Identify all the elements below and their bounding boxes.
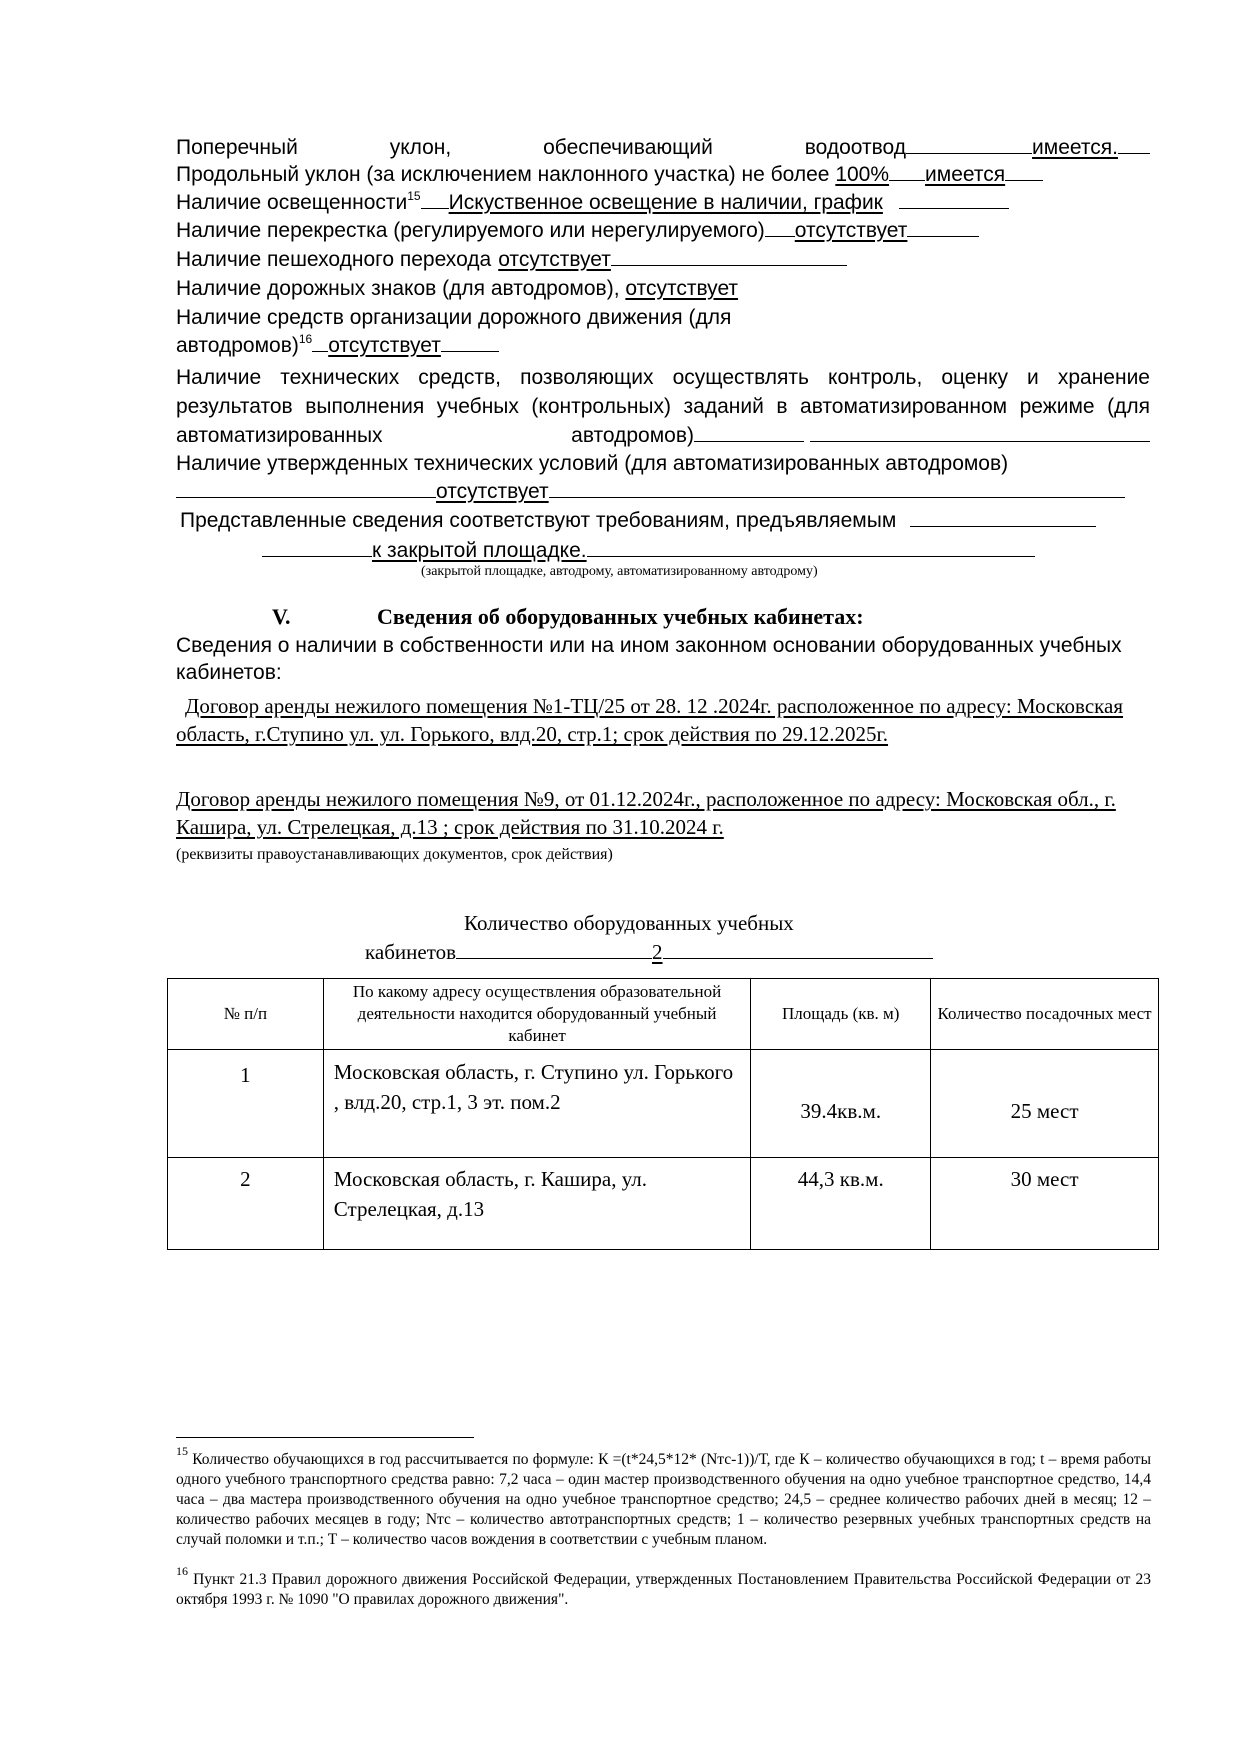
footnote-16-text: Пункт 21.3 Правил дорожного движения Российской Федерации, утвержденных Постановлением Правительства Российской Федерации от 23 октября 1993 г. № 1090 "О правилах дорожного движения". [176, 1571, 1152, 1608]
section-intro: Сведения о наличии в собственности или на ином законном основании оборудованных учебных кабинетов: [176, 634, 1122, 684]
conformity-line2 [262, 538, 1035, 564]
crosswalk-line [176, 247, 847, 273]
header-num: № п/п [168, 979, 324, 1050]
conformity-caption: (закрытой площадке, автодрому, автоматизированному автодрому) [421, 564, 818, 579]
conformity-line1 [180, 508, 1096, 534]
road-signs-line [176, 276, 738, 302]
cross-slope-line [176, 135, 1150, 161]
road-signs-label: Наличие дорожных знаков (для автодромов), [176, 277, 620, 300]
table-row [168, 1158, 1159, 1250]
traffic-means-line1: Наличие средств организации дорожного движения (для [176, 306, 732, 329]
technical-means-body: Наличие технических средств, позволяющих осуществлять контроль, оценку и хранение результатов выполнения учебных (контрольных) заданий в автоматизированном режиме (для автоматизированных автодромов) [176, 366, 1150, 447]
footnote-ref-16: 16 [298, 332, 313, 346]
section-title: Сведения об оборудованных учебных кабинетах: [377, 604, 864, 629]
row-2-area: 44,3 кв.м. [751, 1158, 931, 1250]
lighting-value: Искуственное освещение в наличии, график [448, 191, 883, 214]
footnote-ref-15: 15 [407, 189, 421, 203]
footnote-separator [176, 1437, 474, 1438]
count-line [365, 940, 933, 965]
footnote-15-mark: 15 [176, 1444, 188, 1458]
row-2-address: Московская область, г. Кашира, ул. Стрелецкая, д.13 [323, 1158, 751, 1250]
technical-means-text [176, 363, 1150, 450]
traffic-means-value: отсутствует [328, 334, 441, 357]
table-header-row [168, 979, 1159, 1050]
lighting-line [176, 190, 1009, 216]
traffic-means-label: автодромов) [176, 334, 299, 357]
longitudinal-slope-limit: 100% [835, 163, 890, 186]
row-1-address: Московская область, г. Ступино ул. Горького , влд.20, стр.1, 3 эт. пом.2 [323, 1050, 751, 1158]
section-number: V. [272, 604, 291, 629]
cross-slope-w3: обеспечивающий [543, 136, 713, 159]
row-2-num: 2 [168, 1158, 324, 1250]
document-1 [176, 692, 1151, 748]
footnote-15 [176, 1444, 1151, 1550]
row-2-seats: 30 мест [931, 1158, 1159, 1250]
longitudinal-slope-value: имеется [925, 163, 1006, 186]
footnote-15-text: Количество обучающихся в год рассчитывается по формуле: К =(t*24,5*12* (Nтс-1))/Т, где К – количество обучающихся в год; t – время работы одного учебного транспортного средства равно: 7,2 часа – один мастер производственного обучения на одно учебное транспортное средство, 14,4 часа – два мастера производственного обучения на одно учебное транспортное средство; 24,5 – среднее количество рабочих дней в месяц; 12 – количество рабочих месяцев в году; Nтс – количество автотранспортных средств; 1 – количество резервных учебных транспортных средств на случай поломки и т.п.; Т – количество часов вождения в соответствии с учебным планом. [176, 1451, 1151, 1548]
header-area: Площадь (кв. м) [751, 979, 931, 1050]
count-label-line2: кабинетов [365, 940, 457, 964]
document-1-text: Договор аренды нежилого помещения №1-ТЦ/25 от 28. 12 .2024г. расположенное по адресу: Московская область, г.Ступино ул. ул. Горького, влд.20, стр.1; срок действия по 29.12.2025г. [176, 694, 1124, 746]
documents-caption: (реквизиты правоустанавливающих документов, срок действия) [176, 846, 613, 863]
crosswalk-value: отсутствует [498, 248, 611, 271]
count-label-line1: Количество оборудованных учебных [464, 911, 794, 935]
road-signs-value: отсутствует [625, 277, 739, 300]
traffic-means-line2 [176, 333, 499, 359]
lighting-label: Наличие освещенности [176, 191, 408, 214]
conformity-value: к закрытой площадке. [372, 539, 587, 562]
header-address: По какому адресу осуществления образовательной деятельности находится оборудованный учебный кабинет [323, 979, 751, 1050]
conformity-text: Представленные сведения соответствуют требованиям, предъявляемым [180, 509, 897, 532]
cross-slope-w1: Поперечный [176, 136, 298, 159]
classrooms-table [167, 978, 1159, 1250]
crosswalk-label: Наличие пешеходного перехода [176, 248, 492, 271]
footnote-16-mark: 16 [176, 1564, 188, 1578]
intersection-line [176, 218, 979, 244]
document-2: Договор аренды нежилого помещения №9, от 01.12.2024г., расположенное по адресу: Московская обл., г. Кашира, ул. Стрелецкая, д.13 ; срок действия по 31.10.2024 г. [176, 787, 1116, 839]
row-1-num: 1 [168, 1050, 324, 1158]
cross-slope-value: имеется. [1032, 136, 1118, 159]
table-row [168, 1050, 1159, 1158]
technical-conditions-line [176, 479, 1125, 505]
footnote-16 [176, 1564, 1152, 1610]
longitudinal-slope-line [176, 162, 1043, 188]
cross-slope-w4: водоотвод имеется. [805, 135, 1150, 161]
count-value: 2 [652, 940, 663, 964]
row-1-area: 39.4кв.м. [751, 1050, 931, 1158]
row-1-seats: 25 мест [931, 1050, 1159, 1158]
longitudinal-slope-label: Продольный уклон (за исключением наклонного участка) не более [176, 163, 830, 186]
technical-conditions-label: Наличие утвержденных технических условий (для автоматизированных автодромов) [176, 452, 1009, 475]
header-seats: Количество посадочных мест [931, 979, 1159, 1050]
cross-slope-w2: уклон, [389, 136, 452, 159]
technical-conditions-value: отсутствует [436, 480, 549, 503]
intersection-value: отсутствует [794, 219, 908, 242]
intersection-label: Наличие перекрестка (регулируемого или нерегулируемого) [176, 219, 765, 242]
